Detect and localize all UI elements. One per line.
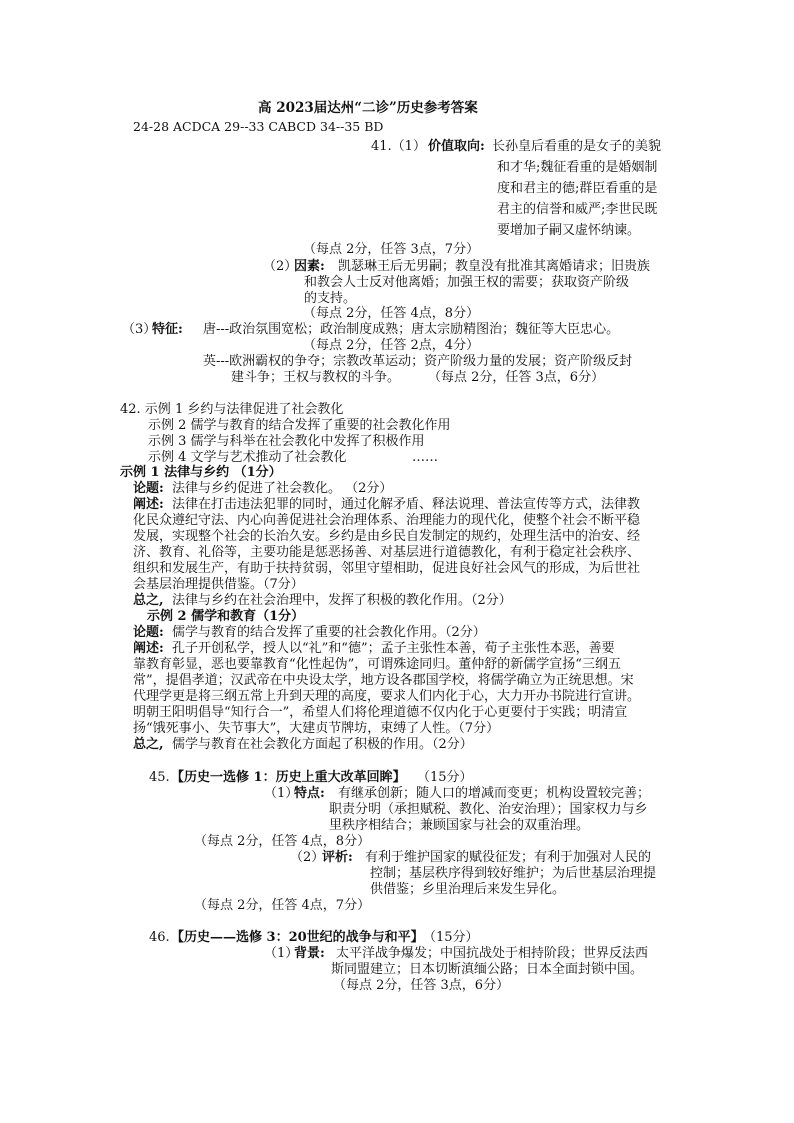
- q41-part2-score: （每点 2分，任答 4点，8分）: [303, 306, 480, 321]
- q42-example2-body-line: 靠教育彰显，恶也要靠教育“化性起伪”，可谓殊途同归。董仲舒的新儒学宣扬“三纲五: [133, 657, 621, 672]
- q46-part1-label: （1）: [264, 946, 299, 961]
- q46-part1-heading: 背景:: [294, 946, 325, 961]
- q42-example2-body-line: 孔子开创私学，授人以“礼”和“德”；孟子主张性本善，荀子主张性本恶，善要: [172, 641, 615, 656]
- q45-part1-line: 有继承创新；随人口的增减而变更；机构设置较完善；: [338, 786, 651, 801]
- q45-heading: 【历史一选修 1：历史上重大改革回眸】: [171, 770, 406, 785]
- q42-example-item: 示例 4 文学与艺术推动了社会教化: [148, 450, 347, 465]
- page-title: 高 2023届达州“二诊”历史参考答案: [258, 100, 478, 116]
- q42-example2-body-line: 扬“饿死事小、失节事大”，大建贞节牌坊，束缚了人性。（7分）: [133, 721, 500, 736]
- q41-part3-heading: 特征:: [152, 322, 183, 337]
- q46-part1-score: （每点 2分，任答 3点，6分）: [333, 978, 510, 993]
- q45-part2-line: 供借鉴；乡里治理后来发生异化。: [370, 882, 566, 897]
- q41-part2-line: 和教会人士反对他离婚；加强王权的需要；获取资产阶级: [304, 275, 630, 290]
- q42-example1-body-line: 济、教育、礼俗等，主要功能是惩恶扬善、对基层进行道德教化，有利于稳定社会秩序、: [133, 545, 641, 560]
- q42-example1-body-line: 法律在打击违法犯罪的同时，通过化解矛盾、释法说理、普法宣传等方式，法律教: [172, 497, 641, 512]
- q45-part2-label: （2）: [290, 850, 325, 865]
- q41-part2-heading: 因素:: [294, 259, 325, 274]
- q42-example1-summary-label: 总之,: [133, 593, 164, 608]
- q41-part1-line: 和才华;魏征看重的是婚姻制: [497, 160, 658, 175]
- q41-part1-label: 41.（1）: [371, 139, 426, 154]
- q41-part1-line: 要增加子嗣又虚怀纳谏。: [497, 223, 641, 238]
- multiple-choice-answers: 24-28 ACDCA 29--33 CABCD 34--35 BD: [133, 119, 384, 134]
- q41-part2-label: （2）: [263, 259, 298, 274]
- q45-part1-heading: 特点:: [294, 786, 325, 801]
- q42-example-item: 示例 3 儒学与科举在社会教化中发挥了积极作用: [148, 434, 425, 449]
- q45-points: （15分）: [417, 770, 473, 785]
- q46-part1-line: 斯同盟建立；日本切断滇缅公路；日本全面封锁中国。: [331, 962, 644, 977]
- q42-example2-body-line: 代理学更是将三纲五常上升到天理的高度，要求人们内化于心，大力开办书院进行宣讲。: [133, 689, 641, 704]
- q41-part3-ying: 英---欧洲霸权的争夺；宗教改革运动；资产阶级力量的发展；资产阶级反封: [203, 354, 633, 369]
- q42-example1-thesis-label: 论题:: [133, 481, 164, 496]
- q42-ellipsis: ……: [412, 450, 438, 465]
- q46-heading: 【历史——选修 3：20世纪的战争与和平】: [171, 930, 424, 945]
- q42-example2-thesis-label: 论题:: [133, 625, 164, 640]
- q42-example1-summary: 法律与乡约在社会治理中，发挥了积极的教化作用。（2分）: [172, 593, 512, 608]
- q42-example2-body-line: 明朝王阳明倡导“知行合一”，希望人们将伦理道德不仅内化于心更要付于实践；明清宣: [133, 705, 628, 720]
- q42-example2-body-line: 常”，提倡孝道；汉武帝在中央设太学，地方设各郡国学校，将儒学确立为正统思想。宋: [133, 673, 634, 688]
- q42-example1-heading: 示例 1 法律与乡约 （1分）: [120, 465, 282, 480]
- q42-example1-body-line: 化民众遵纪守法、内心向善促进社会治理体系、治理能力的现代化，使整个社会不断平稳: [133, 513, 641, 528]
- q45-part2-line: 控制；基层秩序得到较好维护；为后世基层治理提: [370, 866, 657, 881]
- q41-part3-ying: 建斗争；王权与教权的斗争。: [231, 370, 401, 385]
- q42-example2-body-label: 阐述:: [133, 641, 164, 656]
- q41-part3-score-b: （每点 2分，任答 3点，6分）: [428, 370, 605, 385]
- q42-example2-summary-label: 总之,: [133, 737, 164, 752]
- q41-part1-line: 度和君主的德;群臣看重的是: [497, 181, 658, 196]
- q42-example1-body-line: 会基层治理提供借鉴。（7分）: [133, 577, 304, 592]
- q42-example2-summary: 儒学与教育在社会教化方面起了积极的作用。（2分）: [172, 737, 473, 752]
- q45-part1-label: （1）: [264, 786, 299, 801]
- q46-label: 46.: [149, 930, 170, 945]
- q45-part2-line: 有利于维护国家的赋役征发；有利于加强对人民的: [365, 850, 652, 865]
- q45-label: 45.: [149, 770, 170, 785]
- q41-part1-score: （每点 2分，任答 3点，7分）: [303, 242, 480, 257]
- q42-example1-thesis: 法律与乡约促进了社会教化。 （2分）: [172, 481, 393, 496]
- q45-part1-score: （每点 2分，任答 4点，8分）: [194, 834, 371, 849]
- q41-part3-score-a: （每点 2分，任答 2点，4分）: [303, 338, 480, 353]
- q41-part2-line: 的支持。: [304, 291, 357, 306]
- q45-part2-score: （每点 2分，任答 4点，7分）: [194, 898, 371, 913]
- q42-example2-thesis: 儒学与教育的结合发挥了重要的社会教化作用。（2分）: [172, 625, 486, 640]
- q41-part1-line: 君主的信誉和威严;李世民既: [497, 202, 658, 217]
- q41-part3-label: （3）: [122, 322, 157, 337]
- q42-example2-heading: 示例 2 儒学和教育（1分）: [147, 609, 305, 624]
- q46-points: （15分）: [423, 930, 479, 945]
- q45-part1-line: 职责分明（承担赋税、教化、治安治理）；国家权力与乡: [329, 802, 648, 817]
- q41-part1-line: 长孙皇后看重的是女子的美貌: [492, 139, 662, 154]
- q42-example-item: 示例 2 儒学与教育的结合发挥了重要的社会教化作用: [148, 418, 451, 433]
- q41-part2-line: 凯瑟琳王后无男嗣；教皇没有批准其离婚请求；旧贵族: [338, 259, 651, 274]
- q45-part1-line: 里秩序相结合；兼顾国家与社会的双重治理。: [329, 818, 590, 833]
- q46-part1-line: 太平洋战争爆发；中国抗战处于相持阶段；世界反法西: [336, 946, 649, 961]
- q42-example1-body-line: 发展，实现整个社会的长治久安。乡约是由乡民自发制定的规约，处理生活中的治安、经: [133, 529, 641, 544]
- q45-part2-heading: 评析:: [322, 850, 353, 865]
- q41-part3-tang: 唐---政治氛围宽松；政治制度成熟；唐太宗励精图治；魏征等大臣忠心。: [203, 322, 620, 337]
- q42-example-item: 42. 示例 1 乡约与法律促进了社会教化: [120, 402, 344, 417]
- q42-example1-body-line: 组织和发展生产，有助于扶持贫弱，邻里守望相助，促进良好社会风气的形成，为后世社: [133, 561, 641, 576]
- q41-part1-heading: 价值取向:: [428, 139, 485, 154]
- q42-example1-body-label: 阐述:: [133, 497, 164, 512]
